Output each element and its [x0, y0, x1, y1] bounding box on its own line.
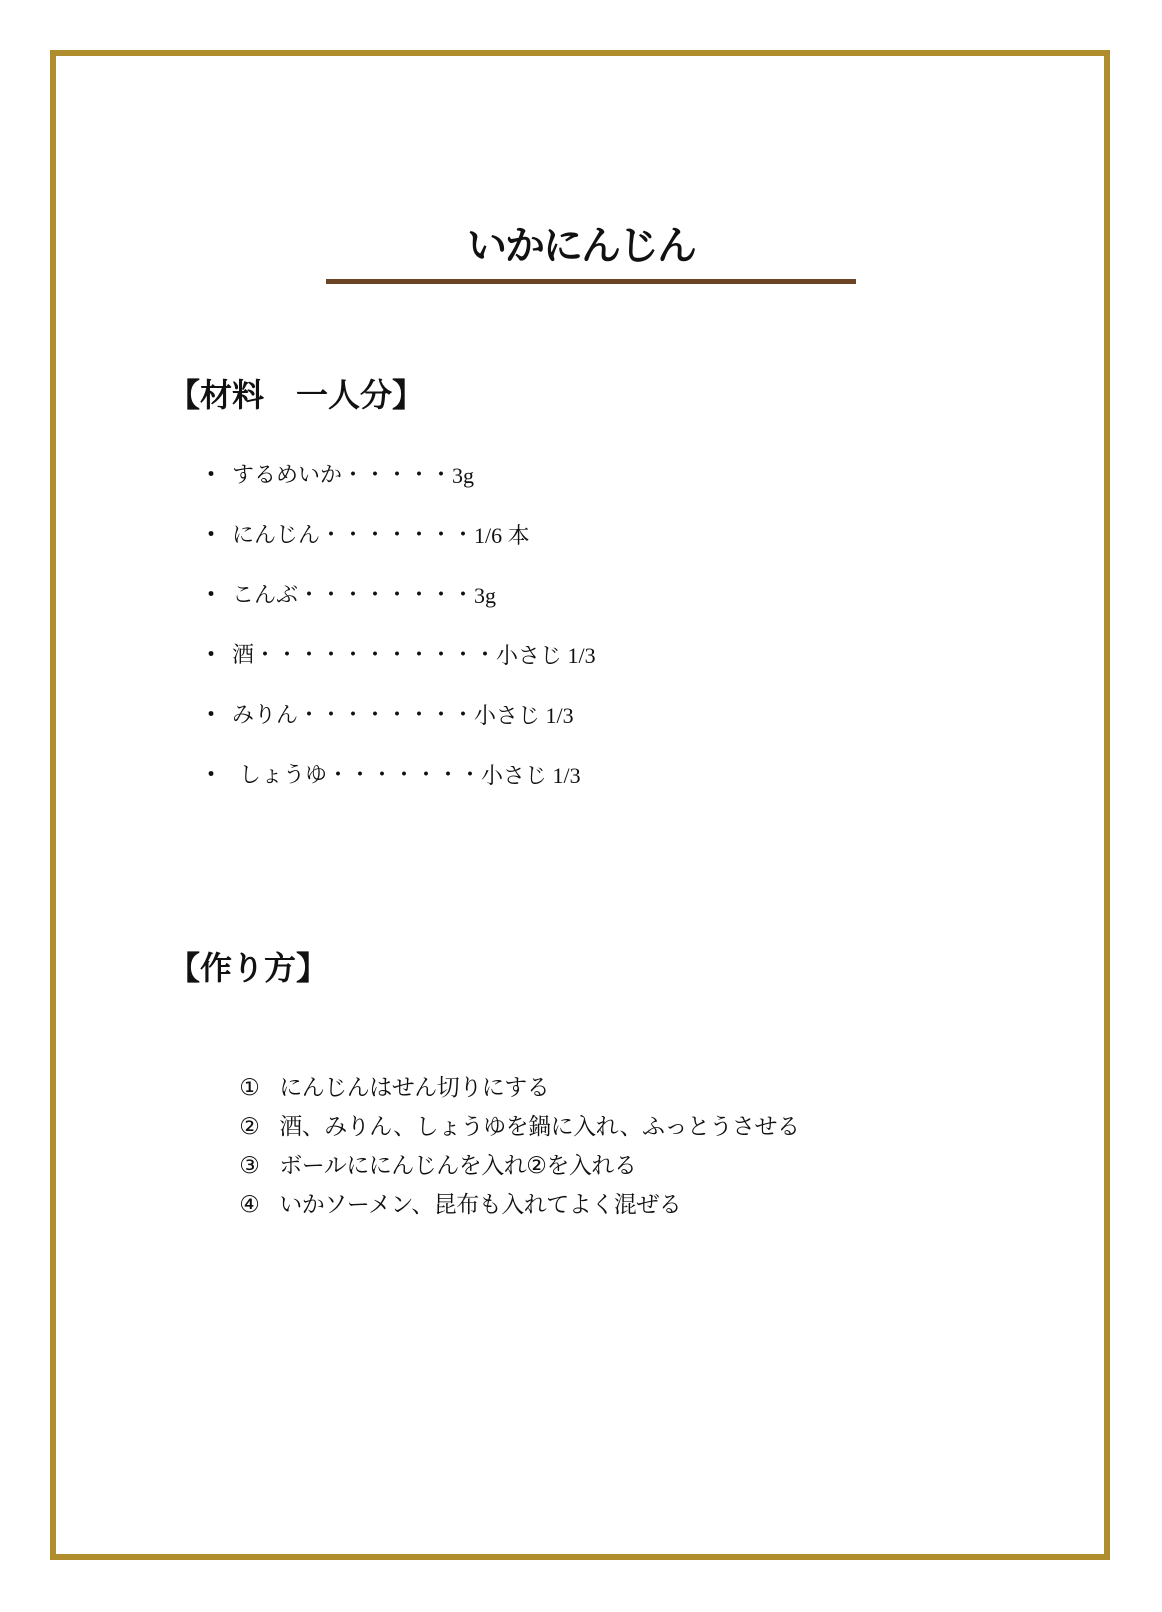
step-text: 酒、みりん、しょうゆを鍋に入れ、ふっとうさせる — [279, 1114, 800, 1140]
ingredient-amount: 小さじ 1/3 — [481, 763, 581, 788]
ingredient-name: しょうゆ — [232, 763, 327, 788]
leader-dots: ・・・・・ — [342, 463, 453, 488]
step-number: ① — [239, 1075, 260, 1101]
ingredient-name: みりん — [232, 703, 299, 728]
recipe-title: いかにんじん — [467, 223, 695, 269]
list-item — [200, 460, 596, 520]
step-number: ④ — [239, 1192, 260, 1218]
method-heading: 【作り方】 — [168, 949, 329, 987]
list-item — [200, 640, 596, 700]
ingredient-amount: 小さじ 1/3 — [474, 703, 574, 728]
list-item — [200, 580, 596, 640]
leader-dots: ・・・・・・・・ — [298, 703, 475, 728]
ingredient-name: するめいか — [232, 463, 343, 488]
step-item — [212, 1040, 800, 1101]
ingredient-name: 酒 — [232, 643, 255, 668]
list-item — [200, 760, 596, 820]
step-text: いかソーメン、昆布も入れてよく混ぜる — [279, 1192, 682, 1218]
step-number: ③ — [239, 1153, 260, 1179]
bullet: ・ — [200, 643, 223, 668]
bullet: ・ — [200, 703, 223, 728]
method-steps — [212, 1040, 800, 1218]
leader-dots: ・・・・・・・・ — [298, 583, 475, 608]
ingredient-amount: 3g — [474, 583, 497, 608]
bullet: ・ — [200, 583, 223, 608]
list-item — [200, 700, 596, 760]
ingredient-amount: 3g — [452, 463, 475, 488]
ingredient-name: こんぶ — [232, 583, 299, 608]
leader-dots: ・・・・・・・ — [320, 523, 475, 548]
bullet: ・ — [200, 763, 223, 788]
step-text: ボールににんじんを入れ②を入れる — [279, 1153, 637, 1179]
title-underline — [326, 279, 856, 284]
list-item — [200, 520, 596, 580]
ingredients-heading: 【材料 一人分】 — [168, 376, 425, 414]
ingredient-name: にんじん — [232, 523, 321, 548]
leader-dots: ・・・・・・・ — [327, 763, 482, 788]
step-text: にんじんはせん切りにする — [279, 1075, 550, 1101]
bullet: ・ — [200, 523, 223, 548]
leader-dots: ・・・・・・・・・・・ — [254, 643, 497, 668]
bullet: ・ — [200, 463, 223, 488]
ingredient-amount: 小さじ 1/3 — [496, 643, 596, 668]
ingredient-amount: 1/6 本 — [474, 523, 530, 548]
ingredients-list — [200, 460, 596, 820]
step-number: ② — [239, 1114, 260, 1140]
